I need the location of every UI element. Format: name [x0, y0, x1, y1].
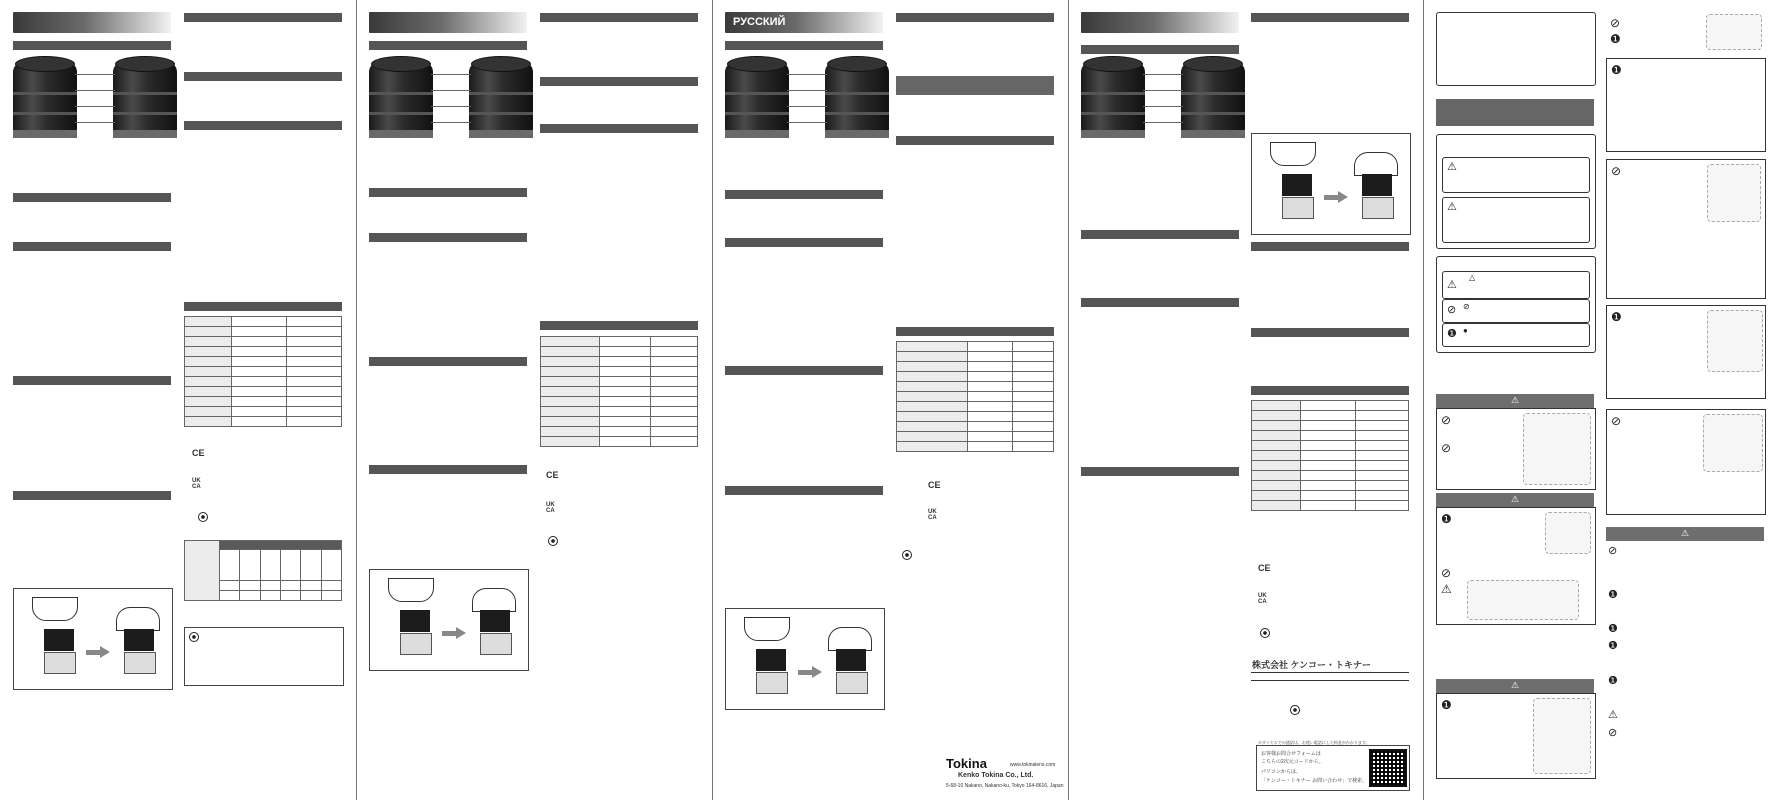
rohs-icon	[548, 536, 558, 546]
section-bar	[896, 13, 1054, 22]
section-header	[13, 12, 171, 33]
section-bar	[725, 41, 883, 50]
ukca-mark: UK CA	[1258, 593, 1267, 605]
rohs-icon	[198, 512, 208, 522]
warning-triangle-icon: △	[1469, 273, 1476, 282]
exclamation-icon: ❶	[1608, 589, 1618, 601]
company-address: 5-68-10 Nakano, Nakano-ku, Tokyo 164-8616, Japan	[946, 783, 1064, 789]
section-bar	[540, 124, 698, 133]
warning-legend	[1436, 134, 1596, 249]
contact-box	[1256, 745, 1410, 791]
danger-box	[1436, 408, 1596, 490]
section-bar	[725, 190, 883, 199]
ce-mark: CE	[1258, 563, 1271, 573]
section-bar	[13, 242, 171, 251]
prohibition-icon: ⊘	[1610, 16, 1621, 30]
lens-cap-illustration	[1707, 310, 1763, 372]
exclamation-icon: ❶	[1611, 310, 1622, 324]
section-bar	[725, 486, 883, 495]
exclamation-icon: ❶	[1610, 32, 1621, 46]
exclamation-icon: ❶	[1441, 512, 1452, 526]
section-bar	[13, 193, 171, 202]
warning-box	[1436, 507, 1596, 625]
section-bar	[1251, 328, 1409, 337]
section-bar	[13, 376, 171, 385]
exclamation-icon: ❶	[1447, 328, 1457, 340]
specifications-table	[896, 341, 1054, 452]
qr-text-line-4: 「ケンコー・トキナー お問い合わせ」で検索。	[1261, 778, 1368, 784]
rohs-icon	[189, 632, 199, 642]
specifications-table	[540, 336, 698, 447]
section-bar	[184, 13, 342, 22]
divider	[1251, 672, 1409, 673]
qr-text-line-3: パソコンからは、	[1261, 769, 1301, 775]
caution-box	[1436, 693, 1596, 779]
injury-illustration	[1533, 698, 1591, 774]
section-bar	[896, 327, 1054, 336]
fire-hazard-illustration	[1467, 580, 1579, 620]
prohibition-icon: ⊘	[1441, 441, 1452, 455]
qr-text-line-1: お客様お問合せフォームは	[1261, 751, 1321, 757]
section-header	[369, 12, 527, 33]
warning-triangle-icon: ⚠	[1510, 494, 1520, 504]
page-divider	[356, 0, 357, 800]
rohs-icon	[1260, 628, 1270, 638]
warning-triangle-icon: ⚠	[1510, 395, 1520, 405]
prohibition-icon: ⊘	[1441, 413, 1452, 427]
symbol-legend	[1436, 256, 1596, 353]
section-bar	[369, 41, 527, 50]
ukca-mark: UK CA	[546, 502, 555, 514]
section-bar	[1251, 242, 1409, 251]
section-bar	[184, 302, 342, 311]
recycle-icon	[1290, 705, 1300, 715]
lens-illustration	[725, 62, 883, 142]
warning-triangle-icon: ⚠	[1608, 709, 1618, 721]
caution-box	[1606, 159, 1766, 299]
section-bar	[1081, 230, 1239, 239]
section-bar	[540, 13, 698, 22]
warning-triangle-icon: ⚠	[1680, 528, 1690, 538]
section-bar	[1251, 13, 1409, 22]
section-bar-thick	[896, 76, 1054, 95]
sun-viewing-illustration	[1523, 413, 1591, 485]
qr-code[interactable]	[1369, 749, 1407, 787]
rohs-icon	[902, 550, 912, 560]
caution-header	[1436, 679, 1594, 693]
exclamation-icon: ❶	[1608, 640, 1618, 652]
section-bar	[896, 136, 1054, 145]
section-header-russian: РУССКИЙ	[725, 12, 883, 33]
section-bar	[540, 321, 698, 330]
prohibition-icon: ⊘	[1441, 566, 1452, 580]
no-disassembly-icon: ⊘	[1447, 304, 1457, 316]
exclamation-icon: ❶	[1608, 675, 1618, 687]
lens-hood-diagram	[369, 569, 529, 671]
warning-header	[1436, 493, 1594, 507]
company-name-jp: 株式会社 ケンコー・トキナー	[1252, 660, 1372, 670]
lens-illustration	[1081, 62, 1239, 142]
specifications-table	[184, 316, 342, 427]
water-illustration	[1703, 414, 1763, 472]
section-bar	[1081, 467, 1239, 476]
section-bar	[184, 72, 342, 81]
ce-mark: CE	[928, 480, 941, 490]
section-bar	[1081, 298, 1239, 307]
section-bar-thick	[1436, 99, 1594, 126]
caution-box	[1606, 409, 1766, 515]
caution-box	[1606, 305, 1766, 399]
section-bar	[1251, 386, 1409, 395]
warning-triangle-icon: ⚠	[1447, 279, 1457, 291]
no-water-icon: ⊘	[1611, 414, 1622, 428]
lens-illustration	[369, 62, 527, 142]
lens-handling-illustration	[1706, 14, 1762, 50]
prohibition-icon: ⊘	[1608, 545, 1618, 557]
child-illustration	[1545, 512, 1591, 554]
ce-mark: CE	[192, 448, 205, 458]
ukca-mark: UK CA	[928, 509, 937, 521]
warning-triangle-icon: ⚠	[1447, 161, 1457, 173]
section-bar	[725, 366, 883, 375]
caution-box	[1606, 58, 1766, 152]
lens-hood-diagram	[13, 588, 173, 690]
warning-triangle-icon: ⚠	[1441, 582, 1452, 596]
materials-table	[184, 540, 342, 601]
website: www.tokinalens.com	[1010, 762, 1056, 768]
prohibited-use-box	[1606, 12, 1764, 52]
section-bar	[13, 41, 171, 50]
section-bar	[725, 238, 883, 247]
blank-box	[1436, 12, 1596, 86]
lens-hood-diagram	[725, 608, 885, 710]
warning-triangle-icon: ⚠	[1510, 680, 1520, 690]
no-disassembly-icon: ⊘	[1611, 164, 1622, 178]
exclamation-icon: ❶	[1608, 623, 1618, 635]
tokina-brand: Tokina	[946, 756, 987, 771]
section-bar	[369, 188, 527, 197]
mandatory-dot-icon: ●	[1463, 326, 1468, 335]
section-bar	[1081, 45, 1239, 54]
lens-illustration	[13, 62, 171, 142]
section-bar	[540, 77, 698, 86]
page-divider	[1068, 0, 1069, 800]
note-box	[184, 627, 344, 686]
lens-hood-diagram	[1251, 133, 1411, 235]
ce-mark: CE	[546, 470, 559, 480]
specifications-table	[1251, 400, 1409, 511]
section-bar	[369, 357, 527, 366]
section-bar	[184, 121, 342, 130]
page-divider	[1423, 0, 1424, 800]
call-note: ※ダイヤルでの通話は、お使い電話にした料金がかかります。	[1258, 740, 1370, 745]
section-bar	[13, 491, 171, 500]
page-divider	[712, 0, 713, 800]
warning-triangle-icon: ⚠	[1447, 201, 1457, 213]
exclamation-icon: ❶	[1441, 698, 1452, 712]
disassembly-illustration	[1707, 164, 1761, 222]
danger-header	[1436, 394, 1594, 408]
exclamation-icon: ❶	[1611, 63, 1622, 77]
prohibition-icon: ⊘	[1463, 302, 1470, 311]
qr-text-line-2: こちらの2次元コードから。	[1261, 759, 1324, 765]
divider	[1251, 680, 1409, 681]
company-name: Kenko Tokina Co., Ltd.	[958, 772, 1034, 779]
ukca-mark: UK CA	[192, 478, 201, 490]
prohibition-icon: ⊘	[1608, 727, 1618, 739]
section-header	[1081, 12, 1239, 33]
caution-header	[1606, 527, 1764, 541]
section-bar	[369, 233, 527, 242]
section-bar	[369, 465, 527, 474]
